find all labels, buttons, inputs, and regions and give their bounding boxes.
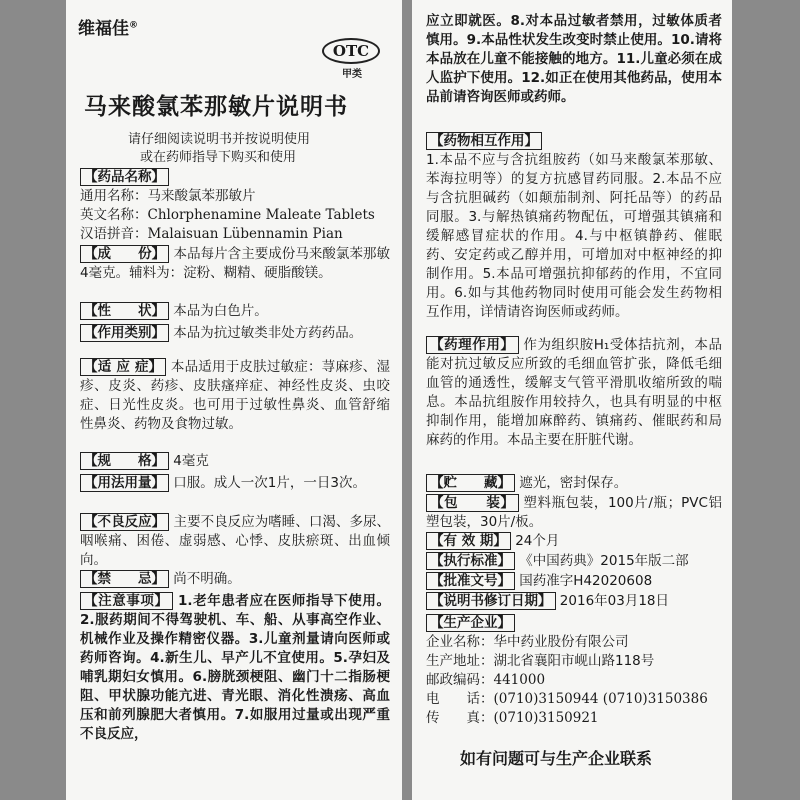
standard-text: 《中国药典》2015年版二部 [519, 553, 689, 569]
contra-heading: 【禁 忌】 [80, 570, 169, 588]
leaflet-left-page [66, 0, 402, 800]
pharmacology-heading: 【药理作用】 [426, 336, 519, 354]
notice-line-2: 或在药师指导下购买和使用 [140, 150, 297, 165]
approval-text: 国药准字H42020608 [519, 573, 653, 589]
fax-row: 传 真：(0710)3150921 [426, 710, 599, 726]
precautions-continued: 应立即就医。8.对本品过敏者禁用，过敏体质者慎用。9.本品性状发生改变时禁止使用。10.请将本品放在儿童不能接触的地方。11.儿童必须在成人监护下使用。12.如正在使用其他药品，使用本品前请咨询医师或药师。 [426, 13, 722, 105]
revision-text: 2016年03月18日 [559, 593, 670, 609]
section-approval [426, 572, 722, 591]
section-validity [426, 532, 722, 551]
company-row: 企业名称：华中药业股份有限公司 [426, 634, 629, 650]
section-standard [426, 552, 722, 571]
english-name: 英文名称：Chlorphenamine Maleate Tablets [80, 207, 375, 223]
revision-heading: 【说明书修订日期】 [426, 592, 556, 610]
section-ingredients [80, 245, 390, 283]
pinyin-name: 汉语拼音：Malaisuan Lübennamin Pian [80, 226, 343, 242]
otc-badge: OTC [322, 38, 380, 64]
section-precautions [80, 592, 390, 744]
section-dosage [80, 474, 390, 493]
validity-text: 24个月 [515, 533, 560, 549]
notice-line-1: 请仔细阅读说明书并按说明使用 [128, 132, 311, 147]
dosage-text: 口服。成人一次1片，一日3次。 [173, 475, 366, 491]
section-indications [80, 358, 390, 434]
address-row: 生产地址：湖北省襄阳市岘山路118号 [426, 653, 655, 669]
precautions-heading: 【注意事项】 [80, 592, 173, 610]
section-category [80, 324, 390, 343]
brand-name: 维福佳® [78, 19, 138, 39]
section-spec [80, 452, 390, 471]
leaflet-right-page [412, 0, 732, 800]
category-heading: 【作用类别】 [80, 324, 169, 342]
section-interactions [426, 132, 722, 322]
package-text: 塑料瓶包装，100片/瓶；PVC铝塑包装，30片/板。 [426, 495, 723, 530]
drug-name-heading: 【药品名称】 [80, 168, 169, 186]
indications-text: 本品适用于皮肤过敏症：荨麻疹、湿疹、皮炎、药疹、皮肤瘙痒症、神经性皮炎、虫咬症、日光性皮炎。也可用于过敏性鼻炎、血管舒缩性鼻炎、药物及食物过敏。 [80, 359, 391, 432]
contra-text: 尚不明确。 [173, 571, 241, 587]
section-storage [426, 474, 722, 493]
interactions-heading: 【药物相互作用】 [426, 132, 542, 150]
section-drug-name [80, 168, 390, 244]
pharmacology-text: 作为组织胺H₁受体拮抗剂，本品能对抗过敏反应所致的毛细血管扩张，降低毛细血管的通透性，缓解支气管平滑肌收缩所致的喘息。本品抗组胺作用较持久，也具有明显的中枢抑制作用，能增加麻醉药、镇痛药、催眠药和局麻药的作用。本品主要在肝脏代谢。 [426, 337, 722, 448]
appearance-text: 本品为白色片。 [173, 303, 268, 319]
section-adverse [80, 513, 390, 570]
ingredients-text: 本品每片含主要成份马来酸氯苯那敏4毫克。辅料为：淀粉、糊精、硬脂酸镁。 [80, 246, 391, 281]
storage-heading: 【贮 藏】 [426, 474, 515, 492]
precautions-text: 1.老年患者应在医师指导下使用。2.服药期间不得驾驶机、车、船、从事高空作业、机械作业及操作精密仪器。3.儿童剂量请向医师或药师咨询。4.新生儿、早产儿不宜使用。5.孕妇及哺乳期妇女慎用。6.膀胱颈梗阻、幽门十二指肠梗阻、甲状腺功能亢进、青光眼、消化性溃疡、高血压和前列腺肥大者慎用。7.如服用过量或出现严重不良反应， [80, 593, 391, 742]
manufacturer-heading: 【生产企业】 [426, 614, 515, 632]
postcode-row: 邮政编码：441000 [426, 672, 546, 688]
section-manufacturer [426, 614, 722, 728]
section-contraindications [80, 570, 390, 589]
section-pharmacology [426, 336, 722, 450]
adverse-heading: 【不良反应】 [80, 513, 169, 531]
phone-row: 电 话：(0710)3150944 (0710)3150386 [426, 691, 708, 707]
interactions-text: 1.本品不应与含抗组胺药（如马来酸氯苯那敏、苯海拉明等）的复方抗感冒药同服。2.本品不应与含抗胆碱药（如颠茄制剂、阿托品等）的药品同服。3.与解热镇痛药物配伍，可增强其镇痛和缓解感冒症状的作用。4.与中枢镇静药、催眠药、安定药或乙醇并用，可增加对中枢神经的抑制作用。5.本品可增强抗抑郁药的作用，不宜同用。6.如与其他药物同时使用可能会发生药物相互作用，详情请咨询医师或药师。 [426, 152, 722, 320]
approval-heading: 【批准文号】 [426, 572, 515, 590]
package-heading: 【包 装】 [426, 494, 519, 512]
storage-text: 遮光，密封保存。 [519, 475, 628, 491]
footer-note: 如有问题可与生产企业联系 [460, 749, 653, 768]
dosage-heading: 【用法用量】 [80, 474, 169, 492]
category-text: 本品为抗过敏类非处方药药品。 [173, 325, 363, 341]
section-revision [426, 592, 722, 611]
indications-heading: 【适 应 症】 [80, 358, 166, 376]
spec-heading: 【规 格】 [80, 452, 169, 470]
adverse-text: 主要不良反应为嗜睡、口渴、多尿、咽喉痛、困倦、虚弱感、心悸、皮肤瘀斑、出血倾向。 [80, 514, 391, 568]
otc-class: 甲类 [342, 69, 362, 80]
page-title: 马来酸氯苯那敏片说明书 [84, 94, 348, 120]
standard-heading: 【执行标准】 [426, 552, 515, 570]
validity-heading: 【有 效 期】 [426, 532, 511, 550]
appearance-heading: 【性 状】 [80, 302, 169, 320]
ingredients-heading: 【成 份】 [80, 245, 169, 263]
spec-text: 4毫克 [173, 453, 209, 469]
section-appearance [80, 302, 390, 321]
section-package [426, 494, 722, 532]
generic-name: 通用名称：马来酸氯苯那敏片 [80, 188, 256, 204]
